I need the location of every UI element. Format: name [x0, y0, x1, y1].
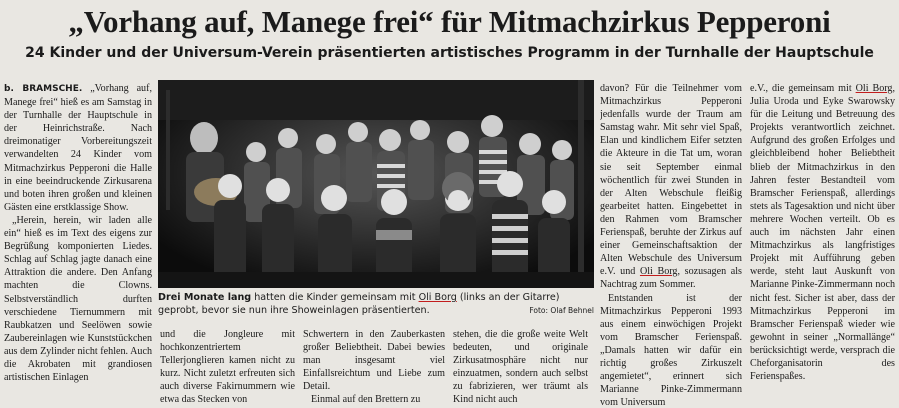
article-column-5 [600, 82, 742, 408]
caption-highlighted-name: Oli Borg [418, 292, 457, 303]
photo-credit: Foto: Olaf Behnel [529, 305, 594, 315]
paragraph: „Herein, herein, wir laden alle ein“ hieß es im Text des eigens zur Begrüßung komponierten Liedes. Schlag auf Schlag jagte danach eine Attraktion die andere. Den Anfang machten die Clowns. Selbstverständlich durften verschiedene Tiernummern mit Raubkatzen und Seelöwen sowie Zaubereinlagen wie Kunststückchen aus dem Zylinder nicht fehlen. Auch die Akrobaten mit grandiosen artistischen Einlagen [4, 214, 152, 384]
article-column-4 [453, 328, 588, 408]
paragraph: „Vorhang auf, Manege frei“ hieß es am Samstag in der Turnhalle der Hauptschule in der Heinrichstraße. Nach dreimonatiger Vorbereitungszeit verwandelten 24 Kinder vom Mitmachzirkus Pepperoni die Halle in eine beeindruckende Zirkusarena und boten ihren großen und kleinen Gästen eine erstklassige Show. [4, 83, 152, 213]
paragraph-text: , Julia Uroda und Eyke Swarowsky für die Leitung und Betreuung des Projekts verantwortlich zeichnet. Aufgrund des großen Erfolges und gleichbleibend hoher Beliebtheit blieb der Mitmachzirkus in den Jahren fester Bestandteil vom Bramscher Ferienspaß, allerdings stets als Tagesaktion und nicht über mehrere Wochen verteilt. Ob es auch im nächsten Jahr einen Mitmachzirkus als langfristiges Projekt mit Aufführung geben werde, steht laut Auskunft von Marianne Pinke-Zimmermann noch nicht fest. Sicher ist aber, dass der Mitmachzirkus Pepperoni im Bramscher Ferienspaß wieder wie gewohnt in seiner „Normallänge“ berücksichtigt werde, versprach die Cheforganisatorin des Ferienspaßes. [750, 83, 895, 383]
dateline: b. BRAMSCHE. [4, 84, 83, 94]
paragraph: Entstanden ist der Mitmachzirkus Pepperoni 1993 aus einem einwöchigen Projekt vom Bramscher Ferienspaß. „Damals hatten wir dafür ein richtig großes Zirkuszelt angemietet“, erinnert sich Marianne Pinke-Zimmermann vom Universum [600, 292, 742, 408]
headline: „Vorhang auf, Manege frei“ für Mitmachzirkus Pepperoni [68, 4, 831, 39]
caption-text: hatten die Kinder gemeinsam mit [251, 292, 419, 303]
circus-photo [158, 80, 594, 288]
paragraph-text: davon? Für die Teilnehmer vom Mitmachzirkus Pepperoni jedenfalls wurde der Traum am Samstag wahr. Mit sehr viel Spaß, Elan und kindlichem Eifer setzten die Akteure in die Tat um, woran sie seit September einmal wöchentlich für zwei Stunden in der Alten Webschule fleißig gearbeitet hatten. Eingebettet in den Rahmen vom Bramscher Ferienspaß, beruhte der Zirkus auf einer Gemeinschaftsaktion der Alten Webschule des Universum e.V. und [600, 83, 742, 278]
article-column-2 [160, 328, 295, 408]
highlighted-name: Oli Borg [855, 83, 893, 94]
paragraph: Schwertern in den Zauberkasten großer Beliebtheit. Dabei bewies man insgesamt viel Einfallsreichtum und Liebe zum Detail. [303, 329, 445, 393]
paragraph: Einmal auf den Brettern zu [311, 394, 421, 406]
caption-text: (links an der Gitarre) geprobt, bevor sie nun ihre Showeinlagen präsentierten. [158, 292, 560, 316]
paragraph: stehen, die die große weite Welt bedeuten, und originale Zirkusatmosphäre nicht nur einzuatmen, sondern auch selbst zu fabrizieren, wer träumt als Kind nicht auch [453, 329, 588, 406]
photo-caption [158, 292, 594, 322]
article-column-3 [303, 328, 445, 408]
paragraph: und die Jongleure mit hochkonzentriertem Tellerjonglieren kamen nicht zu kurz. Nicht zuletzt erfreuten sich auch diverse Fakirnummern wie etwa das Stecken von [160, 329, 295, 406]
paragraph-text: e.V., die gemeinsam mit [750, 83, 852, 94]
caption-lead: Drei Monate lang [158, 292, 252, 303]
article-column-1 [4, 82, 152, 408]
highlighted-name: Oli Borg [639, 266, 678, 278]
subheadline: 24 Kinder und der Universum-Verein präsentierten artistisches Programm in der Turnhalle der Hauptschule [25, 45, 874, 61]
paragraph-text: , sozusagen als Nachtrag zum Sommer. [600, 266, 742, 291]
article-column-6 [750, 82, 895, 408]
photo-image [158, 80, 594, 288]
